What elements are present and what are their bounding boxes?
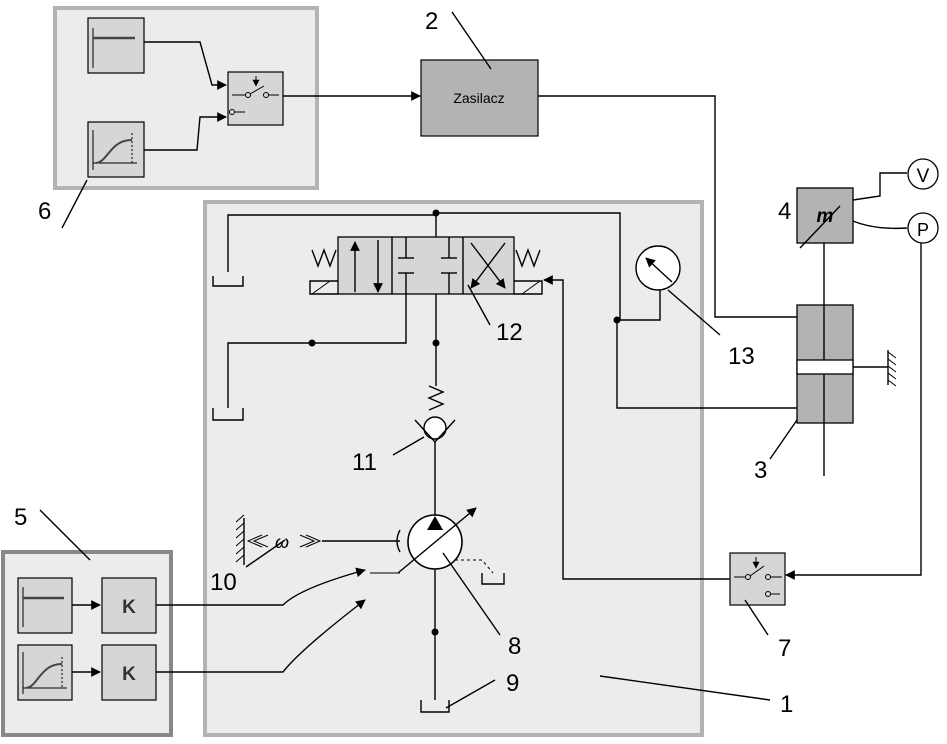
power-supply-label: Zasilacz	[453, 90, 505, 106]
voltmeter-label: V	[916, 166, 930, 187]
manual-switch-6	[228, 72, 283, 125]
label-7: 7	[778, 635, 792, 662]
power-supply-block	[421, 60, 538, 136]
step-signal-block-bottom	[18, 578, 72, 633]
position-sensor	[853, 213, 938, 243]
manual-switch-7	[730, 553, 785, 605]
step-signal-block-top	[88, 18, 144, 73]
gain-label-2: K	[122, 664, 136, 685]
omega-label: ω	[275, 532, 290, 552]
directional-valve-12	[310, 237, 542, 294]
label-9: 9	[506, 670, 520, 697]
gain-block-1	[102, 578, 156, 633]
label-4: 4	[778, 198, 792, 225]
mass-label: m	[816, 206, 834, 227]
label-3: 3	[754, 457, 768, 484]
label-6: 6	[38, 198, 52, 225]
label-1: 1	[780, 691, 794, 718]
label-13: 13	[728, 343, 755, 370]
hydraulic-cylinder-3	[797, 265, 896, 476]
label-10: 10	[210, 569, 237, 596]
gain-block-2	[102, 645, 156, 700]
velocity-sensor	[853, 159, 938, 200]
label-11: 11	[352, 449, 377, 476]
gain-label-1: K	[122, 597, 136, 618]
label-12: 12	[496, 319, 523, 346]
pressure-gauge-13	[636, 246, 680, 290]
label-8: 8	[508, 633, 522, 660]
label-2: 2	[425, 8, 439, 35]
ramp-signal-block-bottom	[18, 645, 72, 700]
ramp-signal-block-top	[88, 122, 144, 177]
label-5: 5	[14, 504, 28, 531]
mass-block-4	[797, 188, 853, 243]
pressure-label: P	[916, 220, 930, 240]
